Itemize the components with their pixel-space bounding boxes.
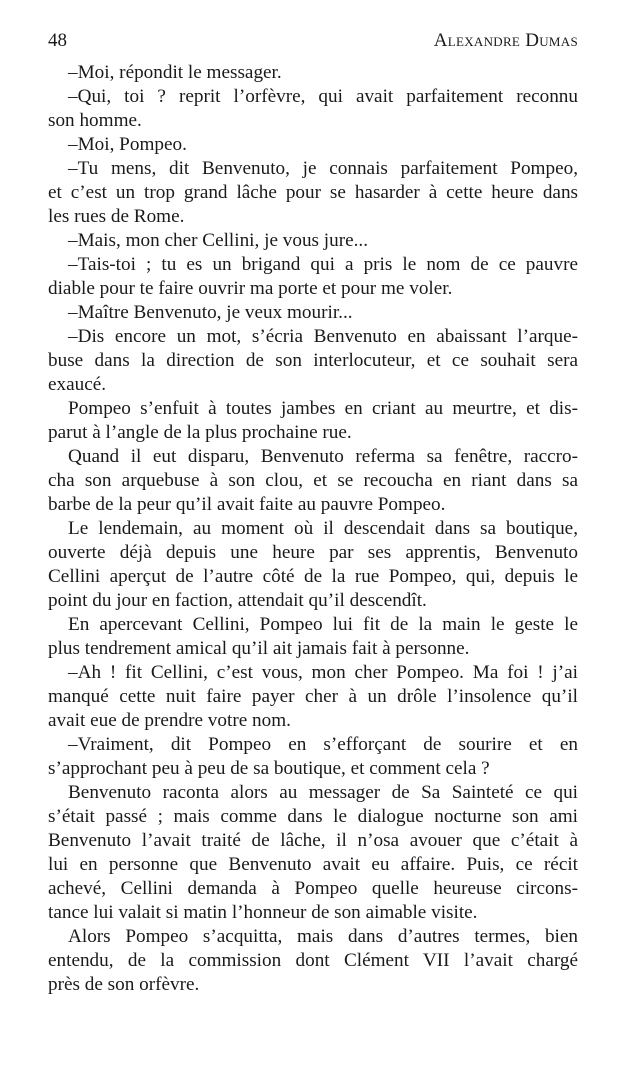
text-line: –Maître Benvenuto, je veux mourir...	[68, 302, 353, 323]
text-line: –Dis encore un mot, s’écria Benvenuto en abaissant l’arque-	[68, 326, 578, 347]
text-line: Pompeo s’enfuit à toutes jambes en criant au meurtre, et dis-	[68, 398, 578, 419]
paragraph	[48, 325, 578, 397]
paragraph	[48, 253, 578, 301]
paragraph	[48, 781, 578, 925]
paragraph	[48, 157, 578, 229]
paragraph	[48, 733, 578, 781]
text-line: Alors Pompeo s’acquitta, mais dans d’autres termes, bien	[68, 926, 578, 947]
text-line: Le lendemain, au moment où il descendait dans sa boutique,	[68, 518, 578, 539]
text-line: Quand il eut disparu, Benvenuto referma sa fenêtre, raccro-	[68, 446, 578, 467]
paragraph	[48, 397, 578, 445]
text-line: barbe de la peur qu’il avait faite au pauvre Pompeo.	[48, 494, 446, 515]
paragraph	[48, 925, 578, 997]
text-line: lui en personne que Benvenuto avait eu affaire. Puis, ce récit	[48, 854, 578, 875]
paragraph	[48, 661, 578, 733]
text-line: point du jour en faction, attendait qu’il descendît.	[48, 590, 427, 611]
text-line: –Ah ! fit Cellini, c’est vous, mon cher Pompeo. Ma foi ! j’ai	[68, 662, 578, 683]
paragraph	[48, 229, 578, 253]
text-line: manqué cette nuit faire payer cher à un drôle l’insolence qu’il	[48, 686, 578, 707]
text-line: –Mais, mon cher Cellini, je vous jure...	[68, 230, 369, 251]
text-line: ouverte déjà depuis une heure par ses apprentis, Benvenuto	[48, 542, 578, 563]
text-line: achevé, Cellini demanda à Pompeo quelle heureuse circons-	[48, 878, 578, 899]
text-line: cha son arquebuse à son clou, et se recoucha en riant dans sa	[48, 470, 578, 491]
text-line: son homme.	[48, 110, 142, 131]
text-line: et c’est un trop grand lâche pour se hasarder à cette heure dans	[48, 182, 578, 203]
text-line: s’approchant peu à peu de sa boutique, et comment cela ?	[48, 758, 490, 779]
paragraph	[48, 517, 578, 613]
text-line: parut à l’angle de la plus prochaine rue.	[48, 422, 352, 443]
paragraph	[48, 445, 578, 517]
text-line: près de son orfèvre.	[48, 974, 200, 995]
paragraph	[48, 61, 578, 85]
text-line: plus tendrement amical qu’il ait jamais fait à personne.	[48, 638, 470, 659]
paragraph	[48, 133, 578, 157]
text-line: Benvenuto l’avait traité de lâche, il n’osa avouer que c’était à	[48, 830, 578, 851]
text-line: Cellini aperçut de l’autre côté de la rue Pompeo, qui, depuis le	[48, 566, 578, 587]
text-line: Benvenuto raconta alors au messager de Sa Sainteté ce qui	[68, 782, 578, 803]
text-line: –Tu mens, dit Benvenuto, je connais parfaitement Pompeo,	[68, 158, 578, 179]
page-header	[48, 30, 578, 54]
text-line: –Moi, Pompeo.	[68, 134, 187, 155]
text-line: –Tais-toi ; tu es un brigand qui a pris le nom de ce pauvre	[68, 254, 578, 275]
page-body	[48, 61, 578, 997]
text-line: tance lui valait si matin l’honneur de son aimable visite.	[48, 902, 478, 923]
text-line: buse dans la direction de son interlocuteur, et ce souhait sera	[48, 350, 578, 371]
paragraph	[48, 301, 578, 325]
text-line: diable pour te faire ouvrir ma porte et pour me voler.	[48, 278, 453, 299]
text-line: s’était passé ; mais comme dans le dialogue nocturne son ami	[48, 806, 578, 827]
text-line: avait eue de prendre votre nom.	[48, 710, 291, 731]
text-line: exaucé.	[48, 374, 107, 395]
page-number: 48	[48, 30, 67, 51]
paragraph	[48, 613, 578, 661]
text-line: entendu, de la commission dont Clément VII l’avait chargé	[48, 950, 578, 971]
text-line: –Vraiment, dit Pompeo en s’efforçant de sourire et en	[68, 734, 578, 755]
text-line: –Qui, toi ? reprit l’orfèvre, qui avait parfaitement reconnu	[68, 86, 578, 107]
text-line: les rues de Rome.	[48, 206, 185, 227]
paragraph	[48, 85, 578, 133]
text-line: En apercevant Cellini, Pompeo lui fit de la main le geste le	[68, 614, 578, 635]
running-title: Alexandre Dumas	[433, 30, 578, 51]
text-line: –Moi, répondit le messager.	[68, 62, 282, 83]
